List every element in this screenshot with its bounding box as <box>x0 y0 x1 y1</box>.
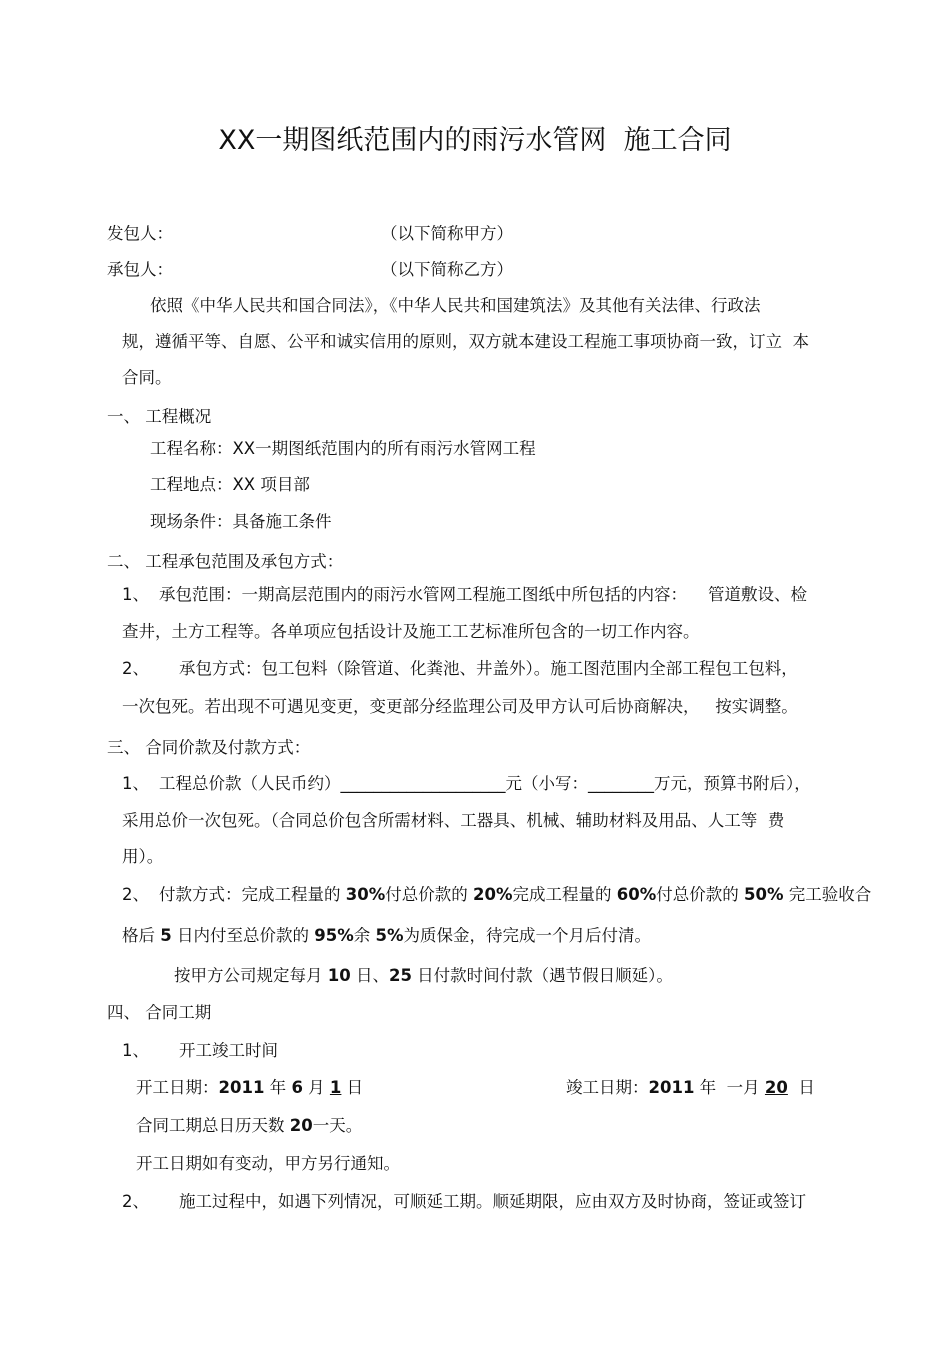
start-year: 2011 <box>218 1078 265 1097</box>
employer-label: 发包人： <box>107 224 173 243</box>
start-date <box>136 1077 363 1099</box>
section-2-item-2-line-2: 一次包死。若出现不可遇见变更，变更部分经监理公司及甲方认可后协商解决， 按实调整。 <box>122 697 798 716</box>
section-4-item-2-num: 2、 <box>122 1192 149 1211</box>
payment-days: 5 <box>160 926 172 945</box>
small-amount-label: 元（小写： <box>505 774 588 793</box>
small-amount-blank: ________ <box>588 774 654 793</box>
start-month: 6 <box>291 1078 303 1097</box>
contractor-note: （以下简称乙方） <box>381 260 513 279</box>
section-3-item-1-num: 1、 <box>122 774 149 793</box>
payment-text: 付总价款的 <box>656 885 744 904</box>
payment-text: 为质保金，待完成一个月后付清。 <box>403 926 651 945</box>
total-duration-text: 一天。 <box>312 1116 363 1135</box>
payment-text: 付款方式：完成工程量的 <box>159 885 346 904</box>
section-3-item-1-line-1 <box>159 773 811 795</box>
project-name-label: 工程名称： <box>150 439 233 458</box>
start-date-notice: 开工日期如有变动，甲方另行通知。 <box>136 1154 400 1173</box>
preamble-line-3: 合同。 <box>122 368 172 387</box>
section-2-item-1-line-1: 承包范围：一期高层范围内的雨污水管网工程施工图纸中所包括的内容： 管道敷设、检 <box>159 585 807 604</box>
section-4-item-1-title: 开工竣工时间 <box>179 1041 278 1060</box>
section-3-item-1-line-3: 用）。 <box>122 847 164 866</box>
end-year: 2011 <box>648 1078 695 1097</box>
section-3-item-2-num: 2、 <box>122 885 149 904</box>
section-2-item-2-line-1: 承包方式：包工包料（除管道、化粪池、井盖外）。施工图范围内全部工程包工包料， <box>179 659 798 678</box>
preamble-line-2: 规，遵循平等、自愿、公平和诚实信用的原则，双方就本建设工程施工事项协商一致，订立 本 <box>122 332 809 351</box>
site-condition-label: 现场条件： <box>150 512 233 531</box>
payment-text: 余 <box>353 926 376 945</box>
project-location-value: XX 项目部 <box>232 475 310 494</box>
start-date-text: 日 <box>341 1078 364 1097</box>
payment-text: 格后 <box>122 926 161 945</box>
start-date-text: 月 <box>302 1078 330 1097</box>
preamble-line-1: 依照《中华人民共和国合同法》，《中华人民共和国建筑法》及其他有关法律、行政法 <box>150 296 761 315</box>
project-location-label: 工程地点： <box>150 475 233 494</box>
section-3-item-2-line-3 <box>174 965 673 987</box>
payment-text: 完成工程量的 <box>512 885 617 904</box>
payment-day: 25 <box>388 966 412 985</box>
payment-day: 10 <box>327 966 351 985</box>
total-price-label: 工程总价款（人民币约） <box>159 774 341 793</box>
payment-text: 日付款时间付款（遇节假日顺延）。 <box>411 966 673 985</box>
total-duration <box>136 1115 362 1137</box>
employer-note: （以下简称甲方） <box>381 224 513 243</box>
contract-title: XX一期图纸范围内的雨污水管网 施工合同 <box>218 125 732 156</box>
end-date-text: 日 <box>787 1078 815 1097</box>
payment-text: 日、 <box>350 966 389 985</box>
payment-text: 完工验收合 <box>783 885 872 904</box>
payment-percent: 5% <box>375 926 404 945</box>
end-date <box>566 1077 815 1099</box>
payment-text: 付总价款的 <box>385 885 473 904</box>
start-date-text: 年 <box>264 1078 292 1097</box>
start-date-label: 开工日期： <box>136 1078 219 1097</box>
section-4-heading: 四、 合同工期 <box>107 1003 212 1022</box>
total-duration-text: 合同工期总日历天数 <box>136 1116 290 1135</box>
section-2-heading: 二、 工程承包范围及承包方式： <box>107 552 344 571</box>
start-day: 1 <box>329 1078 342 1097</box>
section-3-item-2-line-1 <box>159 884 871 906</box>
section-3-item-2-line-2 <box>122 925 651 947</box>
section-4-item-1-num: 1、 <box>122 1041 149 1060</box>
payment-text: 日内付至总价款的 <box>171 926 315 945</box>
end-day: 20 <box>764 1078 788 1097</box>
site-condition-line <box>150 511 332 533</box>
payment-text: 按甲方公司规定每月 <box>174 966 328 985</box>
payment-percent: 30% <box>345 885 386 904</box>
site-condition-value: 具备施工条件 <box>232 512 332 531</box>
payment-percent: 50% <box>744 885 784 904</box>
total-price-blank: ____________________ <box>340 774 506 793</box>
contractor-label: 承包人： <box>107 260 173 279</box>
payment-percent: 20% <box>473 885 513 904</box>
project-name-value: XX一期图纸范围内的所有雨污水管网工程 <box>232 439 536 458</box>
section-3-item-1-line-2: 采用总价一次包死。（合同总价包含所需材料、工器具、机械、辅助材料及用品、人工等 费 <box>122 811 785 830</box>
total-duration-days: 20 <box>289 1116 313 1135</box>
section-2-item-1-line-2: 查井，土方工程等。各单项应包括设计及施工工艺标准所包含的一切工作内容。 <box>122 622 700 641</box>
end-date-label: 竣工日期： <box>566 1078 649 1097</box>
payment-percent: 95% <box>314 926 354 945</box>
project-location-line <box>150 474 310 496</box>
end-date-text: 年 一月 <box>694 1078 765 1097</box>
section-2-item-2-num: 2、 <box>122 659 149 678</box>
section-2-item-1-num: 1、 <box>122 585 149 604</box>
project-name-line <box>150 438 536 460</box>
section-1-heading: 一、 工程概况 <box>107 407 212 426</box>
budget-note: 万元，预算书附后）， <box>654 774 811 793</box>
section-3-heading: 三、 合同价款及付款方式： <box>107 738 311 757</box>
payment-percent: 60% <box>616 885 657 904</box>
section-4-item-2-line-1: 施工过程中，如遇下列情况，可顺延工期。顺延期限，应由双方及时协商，签证或签订 <box>179 1192 806 1211</box>
